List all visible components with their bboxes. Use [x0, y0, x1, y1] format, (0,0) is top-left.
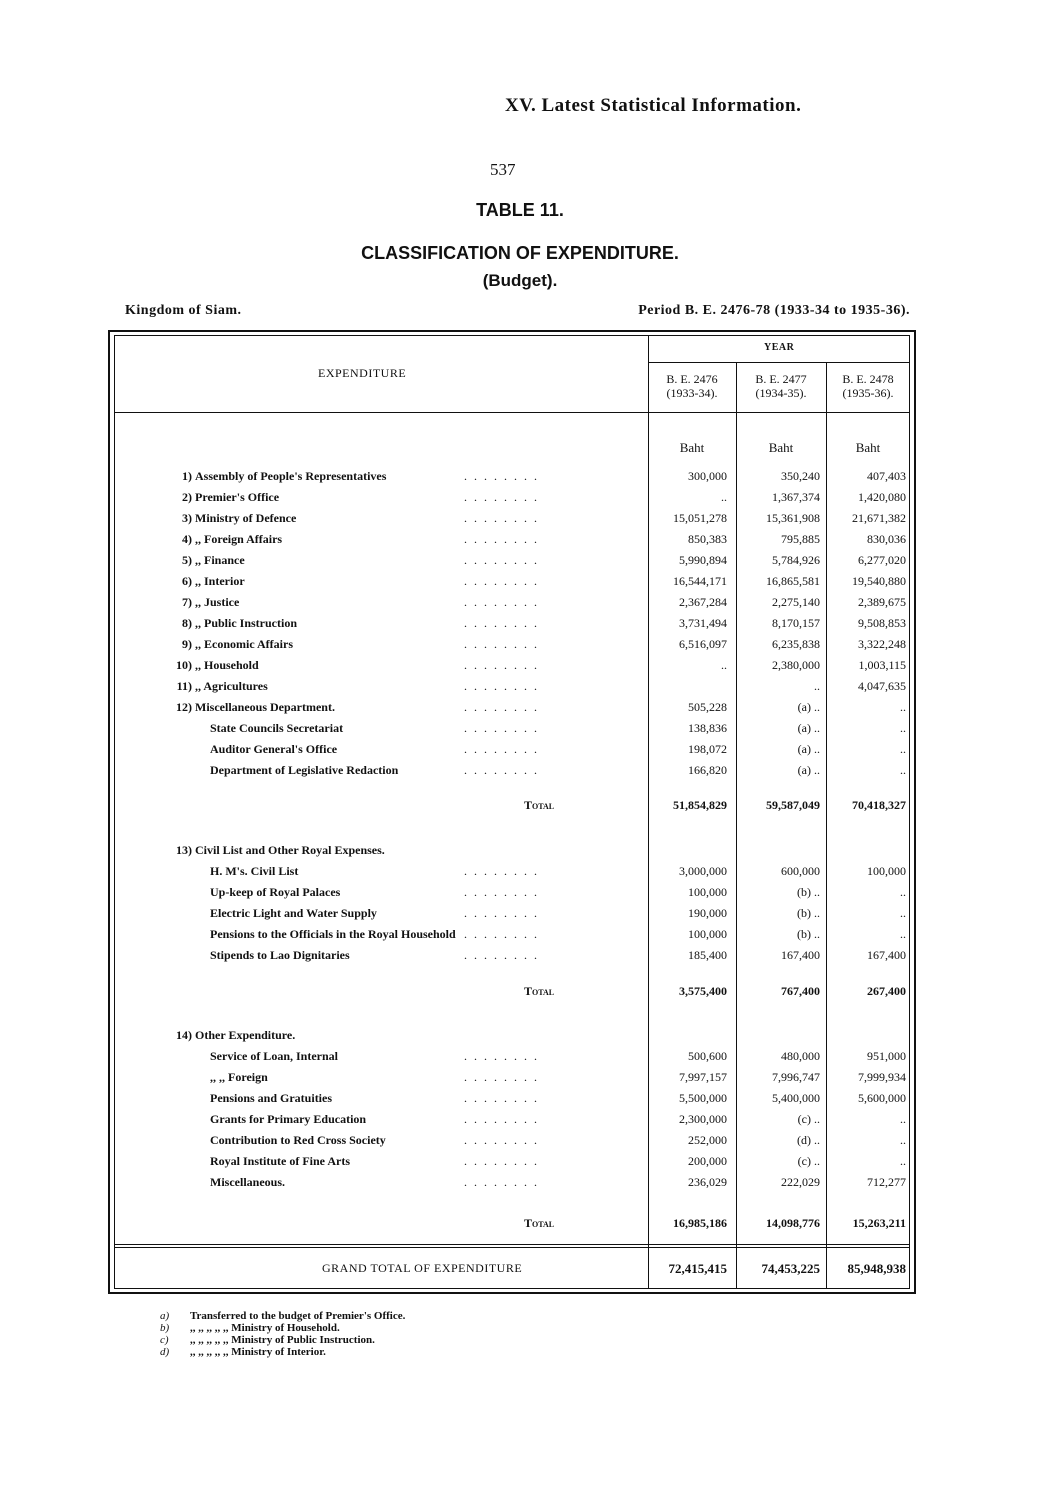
row-label: ,, Finance — [195, 553, 245, 567]
value-1934-35: (d) .. — [797, 1133, 820, 1147]
footnote-text: ,, ,, ,, ,, ,, Ministry of Public Instruction. — [190, 1334, 375, 1346]
leader-dots: . . . . . . . . — [464, 1133, 539, 1147]
leader-dots: . . . . . . . . — [464, 532, 539, 546]
value-1934-35: 167,400 — [781, 948, 820, 962]
table-row — [114, 574, 910, 594]
row-label: ,, Agricultures — [195, 679, 268, 693]
row-label: Pensions to the Officials in the Royal Household — [210, 927, 456, 941]
value-1935-36: .. — [900, 700, 906, 714]
value-1935-36: .. — [900, 721, 906, 735]
value-1934-35: 5,400,000 — [772, 1091, 820, 1105]
value-1933-34: 236,029 — [688, 1175, 727, 1189]
value-1933-34: 505,228 — [688, 700, 727, 714]
total-1935-36: 70,418,327 — [852, 798, 906, 812]
total-1935-36: 15,263,211 — [852, 1216, 906, 1230]
row-label: Pensions and Gratuities — [210, 1091, 333, 1105]
row-label: Service of Loan, Internal — [210, 1049, 338, 1063]
total-row — [114, 798, 910, 818]
leader-dots: . . . . . . . . — [464, 1049, 539, 1063]
leader-dots: . . . . . . . . — [464, 595, 539, 609]
year-header-rule — [648, 362, 910, 363]
total-label: Total — [524, 798, 555, 812]
row-label: Miscellaneous Department. — [195, 700, 335, 714]
value-1934-35: (c) .. — [797, 1112, 820, 1126]
table-row — [114, 700, 910, 720]
value-1934-35: .. — [814, 679, 820, 693]
value-1935-36: 712,277 — [867, 1175, 906, 1189]
value-1935-36: 2,389,675 — [858, 595, 906, 609]
column-header-year3: B. E. 2478 (1935-36). — [842, 372, 894, 400]
table-row — [114, 1133, 910, 1153]
value-1935-36: 6,277,020 — [858, 553, 906, 567]
value-1934-35: 1,367,374 — [772, 490, 820, 504]
value-1933-34: 500,600 — [688, 1049, 727, 1063]
table-row — [114, 469, 910, 489]
row-label: Contribution to Red Cross Society — [210, 1133, 386, 1147]
table-row — [114, 511, 910, 531]
row-label: Stipends to Lao Dignitaries — [210, 948, 350, 962]
value-1934-35: 600,000 — [781, 864, 820, 878]
value-1934-35: 2,275,140 — [772, 595, 820, 609]
value-1934-35: (a) .. — [797, 721, 820, 735]
leader-dots: . . . . . . . . — [464, 616, 539, 630]
row-label: Miscellaneous. — [210, 1175, 285, 1189]
column-header-year2: B. E. 2477 (1934-35). — [755, 372, 807, 400]
table-title: TABLE 11. — [476, 200, 564, 220]
leader-dots: . . . . . . . . — [464, 1175, 539, 1189]
leader-dots: . . . . . . . . — [464, 948, 539, 962]
value-1935-36: .. — [900, 1154, 906, 1168]
value-1933-34: 252,000 — [688, 1133, 727, 1147]
value-1933-34: 850,383 — [688, 532, 727, 546]
row-label: ,, Economic Affairs — [195, 637, 293, 651]
table-row — [114, 1028, 910, 1048]
value-1934-35: (c) .. — [797, 1154, 820, 1168]
value-1935-36: 4,047,635 — [858, 679, 906, 693]
row-number: 7) — [182, 595, 192, 609]
value-1933-34: 198,072 — [688, 742, 727, 756]
leader-dots: . . . . . . . . — [464, 927, 539, 941]
total-1933-34: 3,575,400 — [679, 984, 727, 998]
total-label: Total — [524, 984, 555, 998]
value-1933-34: 6,516,097 — [679, 637, 727, 651]
total-1934-35: 14,098,776 — [766, 1216, 820, 1230]
value-1933-34: 300,000 — [688, 469, 727, 483]
total-label: Total — [524, 1216, 555, 1230]
table-row — [114, 679, 910, 699]
value-1935-36: .. — [900, 763, 906, 777]
value-1935-36: 9,508,853 — [858, 616, 906, 630]
header-rule — [114, 412, 910, 413]
value-1933-34: 200,000 — [688, 1154, 727, 1168]
value-1933-34: 138,836 — [688, 721, 727, 735]
column-header-expenditure: EXPENDITURE — [318, 366, 407, 380]
table-row — [114, 553, 910, 573]
row-label: Electric Light and Water Supply — [210, 906, 377, 920]
leader-dots: . . . . . . . . — [464, 721, 539, 735]
leader-dots: . . . . . . . . — [464, 1112, 539, 1126]
value-1935-36: .. — [900, 906, 906, 920]
leader-dots: . . . . . . . . — [464, 1091, 539, 1105]
value-1934-35: (a) .. — [797, 700, 820, 714]
table-note: (Budget). — [482, 271, 558, 290]
value-1934-35: 222,029 — [781, 1175, 820, 1189]
footnote-key: c) — [160, 1334, 169, 1346]
leader-dots: . . . . . . . . — [464, 553, 539, 567]
table-row — [114, 1070, 910, 1090]
footnote-text: ,, ,, ,, ,, ,, Ministry of Interior. — [190, 1346, 326, 1358]
page-number: 537 — [490, 160, 516, 179]
row-label: ,, Justice — [195, 595, 240, 609]
row-number: 3) — [182, 511, 192, 525]
value-1933-34: 5,990,894 — [679, 553, 727, 567]
row-label: ,, Public Instruction — [195, 616, 298, 630]
row-label: Grants for Primary Education — [210, 1112, 367, 1126]
table-row — [114, 927, 910, 947]
value-1935-36: 19,540,880 — [852, 574, 906, 588]
total-row — [114, 1216, 910, 1236]
table-row — [114, 1112, 910, 1132]
row-number: 6) — [182, 574, 192, 588]
total-1935-36: 267,400 — [867, 984, 906, 998]
value-1934-35: (a) .. — [797, 763, 820, 777]
row-number: 10) — [176, 658, 192, 672]
unit-label-year3: Baht — [855, 440, 881, 455]
footnote-text: Transferred to the budget of Premier's Office. — [190, 1310, 406, 1322]
value-1933-34: 2,367,284 — [679, 595, 727, 609]
row-label: Up-keep of Royal Palaces — [210, 885, 341, 899]
total-1935-36: 85,948,938 — [847, 1261, 906, 1276]
value-1934-35: (b) .. — [797, 906, 820, 920]
total-row — [114, 984, 910, 1004]
row-label: ,, ,, Foreign — [210, 1070, 268, 1084]
footnote-key: a) — [160, 1310, 170, 1322]
value-1935-36: .. — [900, 927, 906, 941]
row-number: 5) — [182, 553, 192, 567]
leader-dots: . . . . . . . . — [464, 658, 539, 672]
value-1935-36: .. — [900, 885, 906, 899]
row-label: Royal Institute of Fine Arts — [210, 1154, 350, 1168]
leader-dots: . . . . . . . . — [464, 1070, 539, 1084]
total-1933-34: 16,985,186 — [673, 1216, 727, 1230]
row-label: Auditor General's Office — [210, 742, 338, 756]
table-row — [114, 885, 910, 905]
value-1934-35: (b) .. — [797, 927, 820, 941]
leader-dots: . . . . . . . . — [464, 469, 539, 483]
grand-total-rule — [114, 1247, 910, 1248]
column-header-year: YEAR — [764, 342, 795, 353]
table-row — [114, 637, 910, 657]
value-1935-36: 100,000 — [867, 864, 906, 878]
table-row — [114, 490, 910, 510]
value-1935-36: 407,403 — [867, 469, 906, 483]
period-label: Period B. E. 2476-78 (1933-34 to 1935-36). — [638, 303, 910, 318]
leader-dots: . . . . . . . . — [464, 679, 539, 693]
kingdom-label: Kingdom of Siam. — [125, 303, 242, 318]
table-row — [114, 616, 910, 636]
value-1933-34: 16,544,171 — [673, 574, 727, 588]
value-1935-36: 951,000 — [867, 1049, 906, 1063]
row-label: ,, Foreign Affairs — [195, 532, 283, 546]
row-label: Department of Legislative Redaction — [210, 763, 399, 777]
footnote-key: b) — [160, 1322, 170, 1334]
value-1935-36: 3,322,248 — [858, 637, 906, 651]
value-1933-34: 3,731,494 — [679, 616, 727, 630]
value-1934-35: 2,380,000 — [772, 658, 820, 672]
leader-dots: . . . . . . . . — [464, 906, 539, 920]
value-1933-34: .. — [721, 658, 727, 672]
table-row — [114, 1154, 910, 1174]
table-row — [114, 532, 910, 552]
total-1934-35: 74,453,225 — [761, 1261, 820, 1276]
value-1934-35: 5,784,926 — [772, 553, 820, 567]
value-1935-36: 167,400 — [867, 948, 906, 962]
leader-dots: . . . . . . . . — [464, 637, 539, 651]
row-label: Assembly of People's Representatives — [195, 469, 387, 483]
table-row — [114, 595, 910, 615]
value-1934-35: 795,885 — [781, 532, 820, 546]
table-row — [114, 658, 910, 678]
row-number: 13) — [176, 843, 192, 857]
value-1933-34: .. — [721, 490, 727, 504]
grand-total-row — [114, 1261, 910, 1281]
table-subtitle: CLASSIFICATION OF EXPENDITURE. — [361, 243, 679, 263]
value-1934-35: 16,865,581 — [766, 574, 820, 588]
row-label: ,, Household — [195, 658, 259, 672]
leader-dots: . . . . . . . . — [464, 574, 539, 588]
value-1934-35: (b) .. — [797, 885, 820, 899]
value-1933-34: 15,051,278 — [673, 511, 727, 525]
unit-label-year2: Baht — [768, 440, 794, 455]
value-1933-34: 166,820 — [688, 763, 727, 777]
value-1935-36: 1,420,080 — [858, 490, 906, 504]
value-1935-36: 7,999,934 — [858, 1070, 906, 1084]
footnote-key: d) — [160, 1346, 170, 1358]
row-number: 1) — [182, 469, 192, 483]
row-number: 2) — [182, 490, 192, 504]
value-1934-35: 350,240 — [781, 469, 820, 483]
row-number: 14) — [176, 1028, 192, 1042]
value-1933-34: 7,997,157 — [679, 1070, 727, 1084]
value-1933-34: 5,500,000 — [679, 1091, 727, 1105]
value-1933-34: 185,400 — [688, 948, 727, 962]
section-title: XV. Latest Statistical Information. — [505, 95, 802, 116]
leader-dots: . . . . . . . . — [464, 1154, 539, 1168]
leader-dots: . . . . . . . . — [464, 490, 539, 504]
table-row — [114, 843, 910, 863]
leader-dots: . . . . . . . . — [464, 763, 539, 777]
row-label: Premier's Office — [195, 490, 280, 504]
value-1934-35: 480,000 — [781, 1049, 820, 1063]
total-1934-35: 59,587,049 — [766, 798, 820, 812]
row-label: Civil List and Other Royal Expenses. — [195, 843, 385, 857]
table-row — [114, 948, 910, 968]
leader-dots: . . . . . . . . — [464, 885, 539, 899]
value-1935-36: .. — [900, 742, 906, 756]
value-1933-34: 190,000 — [688, 906, 727, 920]
row-number: 9) — [182, 637, 192, 651]
total-1933-34: 72,415,415 — [668, 1261, 727, 1276]
leader-dots: . . . . . . . . — [464, 864, 539, 878]
value-1933-34: 2,300,000 — [679, 1112, 727, 1126]
value-1935-36: 1,003,115 — [858, 658, 906, 672]
table-row — [114, 1049, 910, 1069]
value-1935-36: 830,036 — [867, 532, 906, 546]
table-row — [114, 864, 910, 884]
row-label: State Councils Secretariat — [210, 721, 344, 735]
column-header-year1: B. E. 2476 (1933-34). — [666, 372, 718, 400]
value-1934-35: 15,361,908 — [766, 511, 820, 525]
value-1935-36: 21,671,382 — [852, 511, 906, 525]
grand-total-rule — [114, 1244, 910, 1245]
table-row — [114, 906, 910, 926]
value-1935-36: 5,600,000 — [858, 1091, 906, 1105]
value-1934-35: 7,996,747 — [772, 1070, 820, 1084]
leader-dots: . . . . . . . . — [464, 511, 539, 525]
table-row — [114, 763, 910, 783]
row-number: 4) — [182, 532, 192, 546]
row-number: 11) — [176, 679, 192, 693]
total-label: GRAND TOTAL OF EXPENDITURE — [322, 1261, 523, 1275]
table-row — [114, 721, 910, 741]
table-row — [114, 1091, 910, 1111]
leader-dots: . . . . . . . . — [464, 742, 539, 756]
value-1933-34: 3,000,000 — [679, 864, 727, 878]
value-1933-34: 100,000 — [688, 927, 727, 941]
row-label: Ministry of Defence — [195, 511, 297, 525]
footnote-text: ,, ,, ,, ,, ,, Ministry of Household. — [190, 1322, 340, 1334]
value-1935-36: .. — [900, 1133, 906, 1147]
table-row — [114, 1175, 910, 1195]
value-1934-35: 8,170,157 — [772, 616, 820, 630]
value-1934-35: 6,235,838 — [772, 637, 820, 651]
row-label: Other Expenditure. — [195, 1028, 296, 1042]
unit-label-year1: Baht — [679, 440, 705, 455]
row-label: ,, Interior — [195, 574, 245, 588]
value-1934-35: (a) .. — [797, 742, 820, 756]
row-label: H. M's. Civil List — [210, 864, 299, 878]
row-number: 12) — [176, 700, 192, 714]
table-row — [114, 742, 910, 762]
value-1935-36: .. — [900, 1112, 906, 1126]
row-number: 8) — [182, 616, 192, 630]
leader-dots: . . . . . . . . — [464, 700, 539, 714]
total-1933-34: 51,854,829 — [673, 798, 727, 812]
total-1934-35: 767,400 — [781, 984, 820, 998]
value-1933-34: 100,000 — [688, 885, 727, 899]
